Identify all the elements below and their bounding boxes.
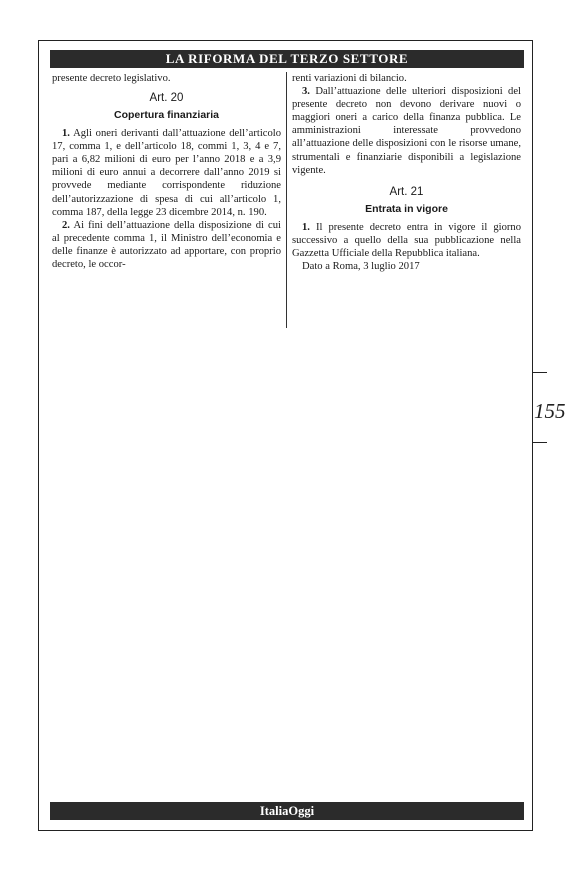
article-20-comma-2 [52,219,281,271]
page-tab-bottom-line [533,442,547,443]
continued-text: renti variazioni di bilancio. [292,73,407,84]
intro-text: presente decreto legislativo. [52,73,171,84]
right-column [292,72,521,273]
page-tab-top-line [533,372,547,373]
publisher-footer: ItaliaOggi [50,802,524,820]
article-21-comma-1 [292,221,521,260]
article-21-heading: Art. 21 [389,185,424,198]
article-20-comma-3 [292,85,521,177]
section-header: LA RIFORMA DEL TERZO SETTORE [50,50,524,68]
comma-number: 3. [302,86,310,98]
comma-text: Ai fini dell’attuazione della disposizione di cui al precedente comma 1, il Ministro dell’economia e delle finanze è autorizzato ad apportare, con proprio decreto, le occor- [52,219,281,271]
article-20-heading: Art. 20 [149,92,184,105]
signature-date: Dato a Roma, 3 luglio 2017 [302,261,420,273]
page-number: 155 [534,399,566,423]
article-20-comma-1 [52,127,281,219]
comma-number: 1. [302,221,310,233]
comma-number: 2. [62,219,70,231]
article-21-subheading: Entrata in vigore [365,202,448,215]
left-column [52,72,281,271]
comma-text: Agli oneri derivanti dall’attuazione dell’articolo 17, comma 1, e dell’articolo 18, commi 1, 3, 4 e 7, pari a 6,82 milioni di euro per l’anno 2018 e a 3,9 milioni di euro annui a decorrere dall’anno 2019 si provvede mediante corrispondente riduzione dell’autorizzazione di spesa di cui all’articolo 1, comma 187, della legge 23 dicembre 2014, n. 190. [52,128,281,218]
column-divider [286,72,287,328]
article-20-subheading: Copertura finanziaria [113,109,220,122]
comma-text: Il presente decreto entra in vigore il giorno successivo a quello della sua pubblicazione nella Gazzetta Ufficiale della Repubblica italiana. [292,221,521,259]
comma-number: 1. [62,128,70,140]
comma-text: Dall’attuazione delle ulteriori disposizioni del presente decreto non devono derivare nuovi o maggiori oneri a carico della finanza pubblica. Le amministrazioni interessate provvedono all’attuazione delle disposizioni con le risorse umane, strumentali e finanziarie disponibili a legislazione vigente. [292,86,521,176]
